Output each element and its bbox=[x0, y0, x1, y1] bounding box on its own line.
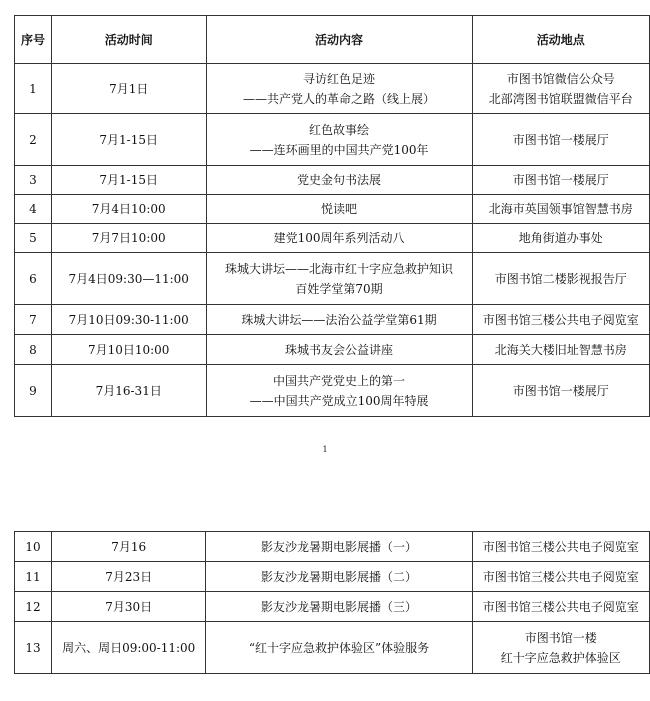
cell-no: 4 bbox=[15, 195, 52, 224]
place-line: 北海关大楼旧址智慧书房 bbox=[494, 342, 627, 357]
table-row bbox=[15, 305, 650, 335]
cell-content bbox=[206, 253, 472, 305]
cell-place bbox=[472, 224, 649, 253]
place-line: 市图书馆一楼 bbox=[524, 630, 597, 645]
place-line: 市图书馆三楼公共电子阅览室 bbox=[482, 312, 639, 327]
cell-place bbox=[472, 305, 649, 335]
cell-time: 7月1-15日 bbox=[51, 114, 206, 166]
cell-no: 3 bbox=[15, 166, 52, 195]
table-row bbox=[15, 253, 650, 305]
cell-time: 7月16-31日 bbox=[51, 365, 206, 417]
content-line: 珠城大讲坛——法治公益学堂第61期 bbox=[241, 312, 437, 327]
cell-time: 7月1日 bbox=[51, 64, 206, 114]
content-line: 建党100周年系列活动八 bbox=[273, 231, 405, 245]
cell-content bbox=[206, 562, 472, 592]
place-line: 红十字应急救护体验区 bbox=[500, 650, 621, 665]
cell-content bbox=[206, 224, 472, 253]
table-row bbox=[15, 166, 650, 195]
cell-no: 2 bbox=[15, 114, 52, 166]
cell-no: 13 bbox=[15, 622, 52, 674]
content-line: 悦读吧 bbox=[321, 202, 358, 216]
table-row bbox=[15, 622, 650, 674]
content-line: 影友沙龙暑期电影展播（二） bbox=[261, 569, 418, 584]
cell-content bbox=[206, 365, 472, 417]
cell-time: 7月7日10:00 bbox=[51, 224, 206, 253]
cell-place bbox=[472, 532, 649, 562]
table-row bbox=[15, 64, 650, 114]
content-line: 影友沙龙暑期电影展播（三） bbox=[261, 599, 418, 614]
activity-table-page1 bbox=[14, 15, 650, 417]
place-line: 市图书馆微信公众号 bbox=[506, 71, 615, 86]
table-row bbox=[15, 562, 650, 592]
cell-no: 1 bbox=[15, 64, 52, 114]
table-row bbox=[15, 365, 650, 417]
content-line: 中国共产党党史上的第一 bbox=[273, 373, 406, 388]
cell-place bbox=[472, 166, 649, 195]
content-line: 珠城书友会公益讲座 bbox=[285, 342, 394, 357]
cell-no: 8 bbox=[15, 335, 52, 365]
cell-place bbox=[472, 253, 649, 305]
cell-time: 7月4日09:30—11:00 bbox=[51, 253, 206, 305]
cell-content bbox=[206, 114, 472, 166]
cell-content bbox=[206, 64, 472, 114]
cell-content bbox=[206, 195, 472, 224]
cell-place bbox=[472, 64, 649, 114]
cell-no: 9 bbox=[15, 365, 52, 417]
header-no: 序号 bbox=[15, 16, 52, 64]
cell-time: 周六、周日09:00-11:00 bbox=[51, 622, 206, 674]
cell-place bbox=[472, 365, 649, 417]
cell-place bbox=[472, 335, 649, 365]
cell-no: 7 bbox=[15, 305, 52, 335]
place-line: 市图书馆一楼展厅 bbox=[512, 173, 609, 187]
table-row bbox=[15, 592, 650, 622]
cell-no: 11 bbox=[15, 562, 52, 592]
content-line: 百姓学堂第70期 bbox=[295, 281, 383, 296]
content-line: 寻访红色足迹 bbox=[303, 71, 376, 86]
content-line: ——共产党人的革命之路（线上展） bbox=[243, 91, 436, 106]
cell-content bbox=[206, 335, 472, 365]
cell-time: 7月16 bbox=[51, 532, 206, 562]
table-row bbox=[15, 114, 650, 166]
place-line: 地角街道办事处 bbox=[518, 231, 603, 245]
place-line: 市图书馆二楼影视报告厅 bbox=[494, 271, 627, 286]
cell-time: 7月10日09:30-11:00 bbox=[51, 305, 206, 335]
place-line: 市图书馆三楼公共电子阅览室 bbox=[482, 599, 639, 614]
table-row bbox=[15, 195, 650, 224]
content-line: 党史金句书法展 bbox=[297, 173, 382, 187]
cell-time: 7月1-15日 bbox=[51, 166, 206, 195]
cell-time: 7月23日 bbox=[51, 562, 206, 592]
table-row bbox=[15, 335, 650, 365]
cell-content bbox=[206, 166, 472, 195]
cell-time: 7月10日10:00 bbox=[51, 335, 206, 365]
cell-place bbox=[472, 622, 649, 674]
content-line: 珠城大讲坛——北海市红十字应急救护知识 bbox=[225, 261, 454, 276]
content-line: ——中国共产党成立100周年特展 bbox=[249, 393, 429, 408]
cell-no: 10 bbox=[15, 532, 52, 562]
place-line: 北部湾图书馆联盟微信平台 bbox=[488, 91, 633, 106]
header-time: 活动时间 bbox=[51, 16, 206, 64]
table-row bbox=[15, 224, 650, 253]
content-line: 影友沙龙暑期电影展播（一） bbox=[261, 539, 418, 554]
content-line: ——连环画里的中国共产党100年 bbox=[249, 142, 429, 157]
place-line: 市图书馆三楼公共电子阅览室 bbox=[482, 569, 639, 584]
page-number: 1 bbox=[322, 445, 328, 454]
place-line: 市图书馆三楼公共电子阅览室 bbox=[482, 539, 639, 554]
content-line: 红色故事绘 bbox=[309, 122, 370, 137]
place-line: 市图书馆一楼展厅 bbox=[512, 132, 609, 147]
cell-place bbox=[472, 592, 649, 622]
cell-place bbox=[472, 195, 649, 224]
table-row bbox=[15, 532, 650, 562]
cell-no: 5 bbox=[15, 224, 52, 253]
header-content: 活动内容 bbox=[206, 16, 472, 64]
cell-content bbox=[206, 305, 472, 335]
cell-place bbox=[472, 114, 649, 166]
cell-no: 6 bbox=[15, 253, 52, 305]
cell-time: 7月4日10:00 bbox=[51, 195, 206, 224]
cell-time: 7月30日 bbox=[51, 592, 206, 622]
content-line: “红十字应急救护体验区”体验服务 bbox=[248, 640, 430, 655]
table-header-row bbox=[15, 16, 650, 64]
place-line: 北海市英国领事馆智慧书房 bbox=[488, 202, 633, 216]
place-line: 市图书馆一楼展厅 bbox=[512, 383, 609, 398]
cell-content bbox=[206, 622, 472, 674]
cell-place bbox=[472, 562, 649, 592]
activity-table-page2 bbox=[14, 531, 650, 674]
cell-no: 12 bbox=[15, 592, 52, 622]
cell-content bbox=[206, 592, 472, 622]
cell-content bbox=[206, 532, 472, 562]
header-place: 活动地点 bbox=[472, 16, 649, 64]
